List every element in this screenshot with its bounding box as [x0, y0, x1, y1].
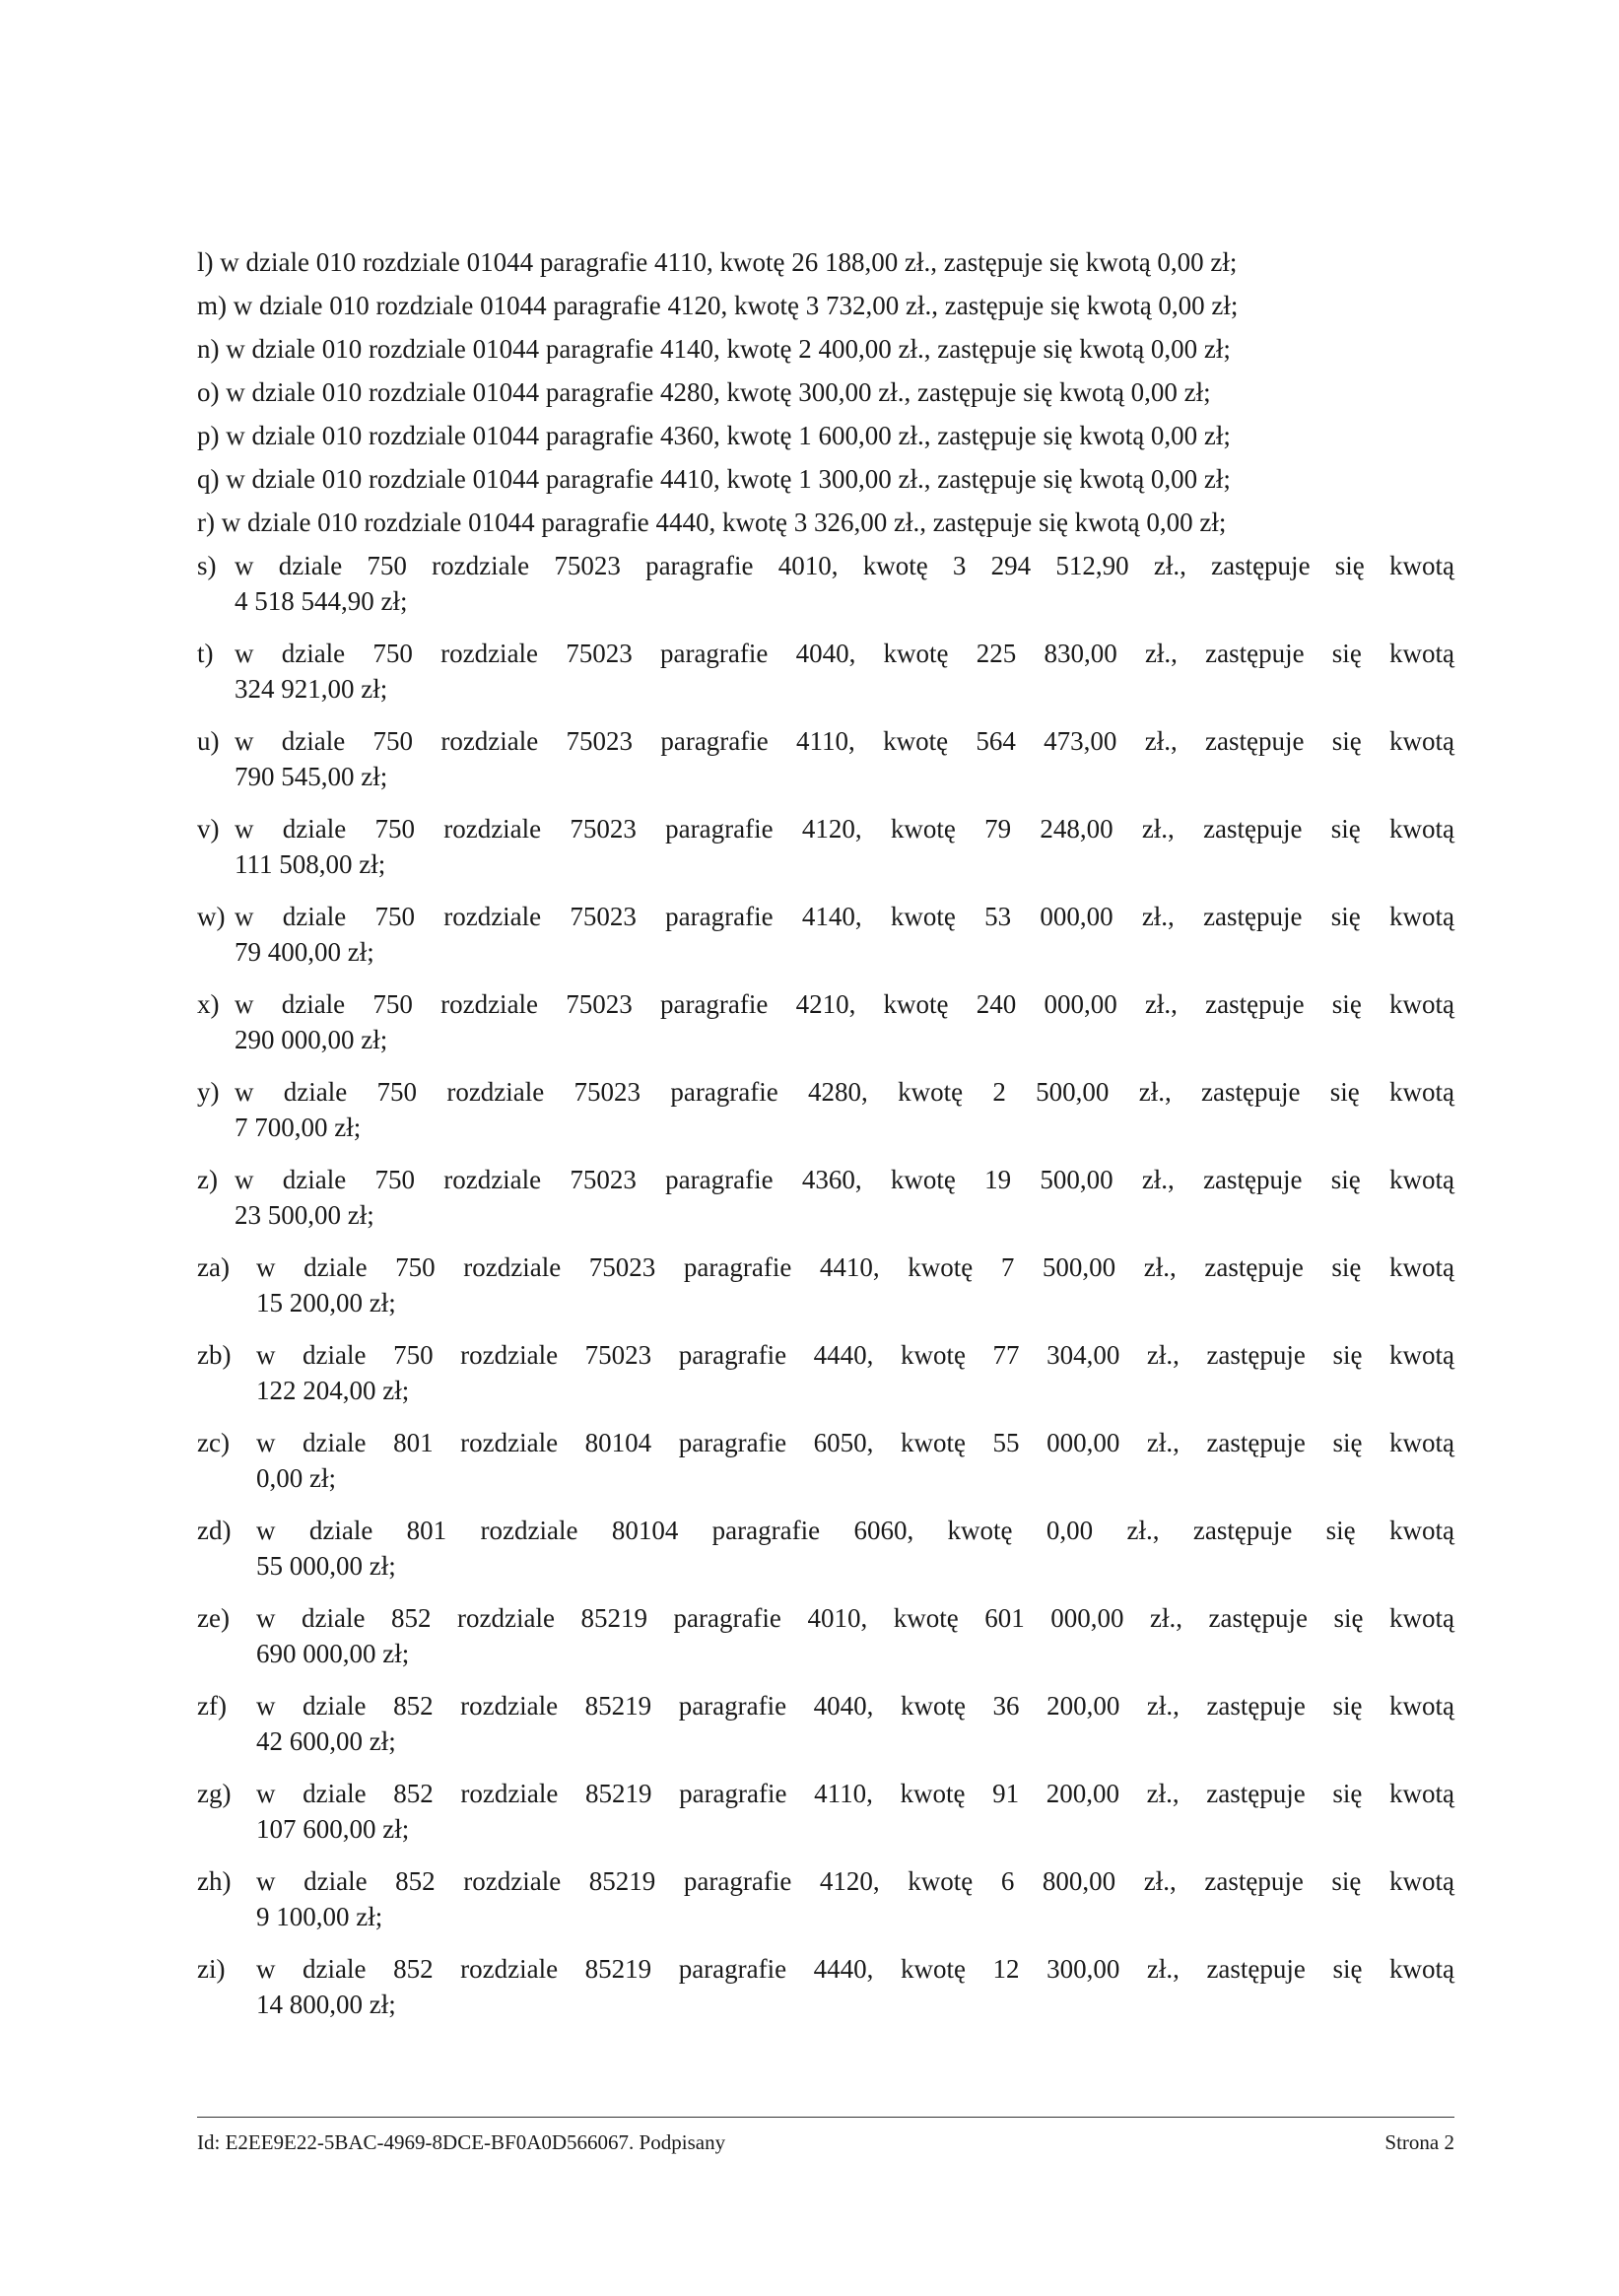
item-text: [235, 636, 1454, 707]
item-label: s): [197, 551, 217, 580]
item-line-2: 122 204,00 zł;: [256, 1376, 410, 1405]
item-text: [256, 1776, 1454, 1847]
list-item: [197, 811, 1454, 882]
item-line-1: w dziale 852 rozdziale 85219 paragrafie 4040, kwotę 36 200,00 zł., zastępuje się kwotą: [256, 1691, 1454, 1721]
item-line-2: 55 000,00 zł;: [256, 1551, 396, 1581]
list-item: n) w dziale 010 rozdziale 01044 paragrafie 4140, kwotę 2 400,00 zł., zastępuje się kwotą 0,00 zł;: [197, 334, 1231, 364]
item-line-1: w dziale 750 rozdziale 75023 paragrafie 4040, kwotę 225 830,00 zł., zastępuje się kwotą: [235, 639, 1454, 668]
list-item: [197, 986, 1454, 1057]
item-line-2: 15 200,00 zł;: [256, 1288, 396, 1317]
document-id: Id: E2EE9E22-5BAC-4969-8DCE-BF0A0D566067. Podpisany: [197, 2130, 726, 2154]
item-text: [256, 1337, 1454, 1408]
item-line-1: w dziale 750 rozdziale 75023 paragrafie 4280, kwotę 2 500,00 zł., zastępuje się kwotą: [235, 1077, 1454, 1107]
list-item: [197, 899, 1454, 970]
item-text: [235, 811, 1454, 882]
item-text: [235, 1074, 1454, 1145]
item-line-1: w dziale 750 rozdziale 75023 paragrafie 4120, kwotę 79 248,00 zł., zastępuje się kwotą: [235, 814, 1454, 844]
item-line-1: w dziale 750 rozdziale 75023 paragrafie 4210, kwotę 240 000,00 zł., zastępuje się kwotą: [235, 989, 1454, 1019]
list-item: [197, 1513, 1454, 1584]
item-label: t): [197, 639, 214, 668]
list-item: [197, 1863, 1454, 1934]
item-line-2: 9 100,00 zł;: [256, 1902, 383, 1931]
list-item: [197, 1776, 1454, 1847]
item-line-1: w dziale 750 rozdziale 75023 paragrafie 4440, kwotę 77 304,00 zł., zastępuje się kwotą: [256, 1340, 1454, 1370]
item-label: v): [197, 814, 220, 844]
item-line-1: w dziale 852 rozdziale 85219 paragrafie 4120, kwotę 6 800,00 zł., zastępuje się kwotą: [256, 1866, 1454, 1896]
item-line-2: 790 545,00 zł;: [235, 762, 388, 791]
item-line-1: w dziale 750 rozdziale 75023 paragrafie 4360, kwotę 19 500,00 zł., zastępuje się kwotą: [235, 1165, 1454, 1194]
item-line-2: 111 508,00 zł;: [235, 849, 386, 879]
page-number: Strona 2: [1384, 2130, 1454, 2154]
item-line-1: w dziale 750 rozdziale 75023 paragrafie 4110, kwotę 564 473,00 zł., zastępuje się kwotą: [235, 726, 1454, 756]
item-label: u): [197, 726, 220, 756]
item-text: [256, 1951, 1454, 2022]
list-item: [197, 1337, 1454, 1408]
item-line-2: 14 800,00 zł;: [256, 1990, 396, 2019]
item-label: zg): [197, 1779, 232, 1808]
item-line-1: w dziale 801 rozdziale 80104 paragrafie 6060, kwotę 0,00 zł., zastępuje się kwotą: [256, 1516, 1454, 1545]
item-line-2: 290 000,00 zł;: [235, 1025, 388, 1054]
item-line-2: 4 518 544,90 zł;: [235, 586, 408, 616]
item-label: zh): [197, 1866, 232, 1896]
list-item: [197, 1688, 1454, 1759]
item-text: [256, 1600, 1454, 1671]
item-text: [235, 986, 1454, 1057]
item-line-2: 7 700,00 zł;: [235, 1113, 362, 1142]
item-text: [256, 1425, 1454, 1496]
list-item: [197, 636, 1454, 707]
list-item: [197, 1074, 1454, 1145]
list-item: r) w dziale 010 rozdziale 01044 paragrafie 4440, kwotę 3 326,00 zł., zastępuje się kwotą 0,00 zł;: [197, 507, 1227, 537]
list-item: p) w dziale 010 rozdziale 01044 paragrafie 4360, kwotę 1 600,00 zł., zastępuje się kwotą 0,00 zł;: [197, 421, 1231, 450]
item-line-1: w dziale 801 rozdziale 80104 paragrafie 6050, kwotę 55 000,00 zł., zastępuje się kwotą: [256, 1428, 1454, 1457]
item-text: [235, 723, 1454, 794]
list-item: m) w dziale 010 rozdziale 01044 paragrafie 4120, kwotę 3 732,00 zł., zastępuje się kwotą 0,00 zł;: [197, 291, 1239, 320]
item-label: x): [197, 989, 220, 1019]
item-line-1: w dziale 852 rozdziale 85219 paragrafie 4440, kwotę 12 300,00 zł., zastępuje się kwotą: [256, 1954, 1454, 1984]
page-footer: [197, 2117, 1454, 2155]
item-line-2: 107 600,00 zł;: [256, 1814, 410, 1844]
item-text: [256, 1688, 1454, 1759]
list-item: l) w dziale 010 rozdziale 01044 paragrafie 4110, kwotę 26 188,00 zł., zastępuje się kwotą 0,00 zł;: [197, 247, 1238, 277]
list-item: [197, 1249, 1454, 1320]
list-item: [197, 1162, 1454, 1233]
item-text: [235, 1162, 1454, 1233]
item-line-1: w dziale 750 rozdziale 75023 paragrafie 4410, kwotę 7 500,00 zł., zastępuje się kwotą: [256, 1252, 1454, 1282]
item-line-1: w dziale 852 rozdziale 85219 paragrafie 4010, kwotę 601 000,00 zł., zastępuje się kwotą: [256, 1603, 1454, 1633]
list-item: [197, 1425, 1454, 1496]
item-line-2: 42 600,00 zł;: [256, 1726, 396, 1756]
item-line-1: w dziale 750 rozdziale 75023 paragrafie 4140, kwotę 53 000,00 zł., zastępuje się kwotą: [235, 902, 1454, 931]
list-item: [197, 1951, 1454, 2022]
item-text: [235, 548, 1454, 619]
item-text: [256, 1249, 1454, 1320]
list-item: [197, 548, 1454, 619]
item-label: zi): [197, 1954, 226, 1984]
item-label: y): [197, 1077, 220, 1107]
item-label: w): [197, 902, 226, 931]
item-line-2: 324 921,00 zł;: [235, 674, 388, 704]
item-line-2: 0,00 zł;: [256, 1463, 336, 1493]
item-line-2: 79 400,00 zł;: [235, 937, 374, 967]
item-line-2: 690 000,00 zł;: [256, 1639, 410, 1668]
item-line-1: w dziale 852 rozdziale 85219 paragrafie 4110, kwotę 91 200,00 zł., zastępuje się kwotą: [256, 1779, 1454, 1808]
item-label: za): [197, 1252, 230, 1282]
list-item: [197, 723, 1454, 794]
item-text: [256, 1863, 1454, 1934]
item-label: z): [197, 1165, 218, 1194]
item-label: zc): [197, 1428, 230, 1457]
item-line-2: 23 500,00 zł;: [235, 1200, 374, 1230]
item-label: ze): [197, 1603, 230, 1633]
item-text: [256, 1513, 1454, 1584]
list-item: o) w dziale 010 rozdziale 01044 paragrafie 4280, kwotę 300,00 zł., zastępuje się kwotą 0,00 zł;: [197, 377, 1211, 407]
item-text: [235, 899, 1454, 970]
item-line-1: w dziale 750 rozdziale 75023 paragrafie 4010, kwotę 3 294 512,90 zł., zastępuje się kwotą: [235, 551, 1454, 580]
document-body: [197, 244, 1454, 2039]
list-item: q) w dziale 010 rozdziale 01044 paragrafie 4410, kwotę 1 300,00 zł., zastępuje się kwotą 0,00 zł;: [197, 464, 1231, 494]
item-label: zd): [197, 1516, 232, 1545]
item-label: zb): [197, 1340, 232, 1370]
item-label: zf): [197, 1691, 227, 1721]
list-item: [197, 1600, 1454, 1671]
